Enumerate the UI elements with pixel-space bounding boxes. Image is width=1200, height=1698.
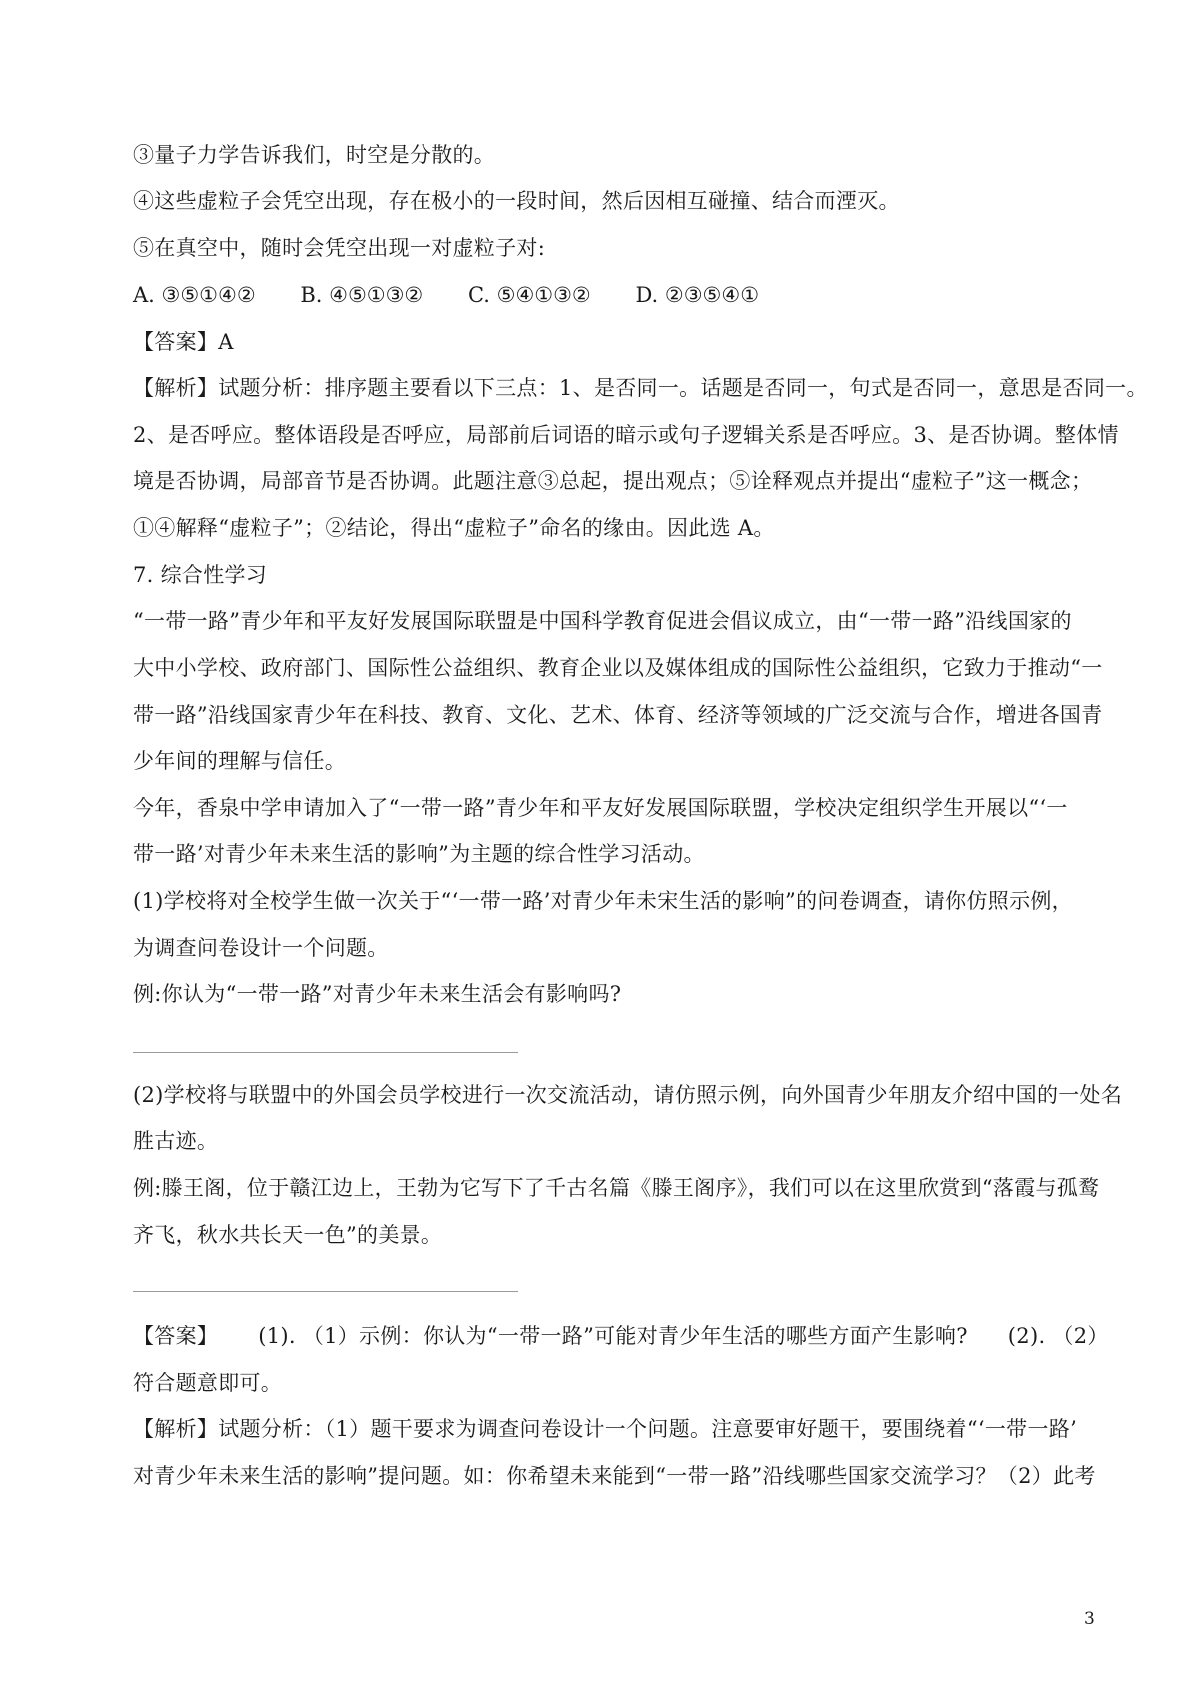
answer-options — [133, 280, 797, 310]
analysis-1-line-4: ①④解释“虚粒子”；②结论，得出“虚粒子”命名的缘由。因此选 A。 — [133, 516, 775, 540]
analysis-2-line-1: 【解析】试题分析：（1）题干要求为调查问卷设计一个问题。注意要审好题干，要围绕着“‘一带一路’ — [133, 1417, 1078, 1441]
q7-intro-line-3: 带一路”沿线国家青少年在科技、教育、文化、艺术、体育、经济等领域的广泛交流与合作，增进各国青 — [133, 703, 1103, 727]
answer-1: 【答案】A — [133, 330, 234, 354]
q7-intro-line-5: 今年，香泉中学申请加入了“一带一路”青少年和平友好发展国际联盟，学校决定组织学生开展以“‘一 — [133, 796, 1068, 820]
q7-part2-line-2: 胜古迹。 — [133, 1129, 219, 1153]
answer-2-line-2: 符合题意即可。 — [133, 1371, 283, 1395]
answer-2-part2: (2). （2） — [1007, 1324, 1109, 1348]
q7-part2-line-1: (2)学校将与联盟中的外国会员学校进行一次交流活动，请仿照示例，向外国青少年朋友介绍中国的一处名 — [133, 1083, 1123, 1107]
q7-part2-example-2: 齐飞，秋水共长天一色”的美景。 — [133, 1223, 443, 1247]
option-d: D. ②③⑤④① — [635, 283, 760, 307]
page-number: 3 — [1084, 1609, 1095, 1629]
q7-part2-example-1: 例:滕王阁，位于赣江边上，王勃为它写下了千古名篇《滕王阁序》，我们可以在这里欣赏到“落霞与孤鹜 — [133, 1176, 1100, 1200]
option-b: B. ④⑤①③② — [300, 283, 424, 307]
answer-2-label: 【答案】 — [133, 1324, 219, 1348]
sentence-5: ⑤在真空中，随时会凭空出现一对虚粒子对: — [133, 236, 546, 260]
answer-blank-2[interactable] — [133, 1291, 518, 1292]
analysis-1-line-2: 2、是否呼应。整体语段是否呼应，局部前后词语的暗示或句子逻辑关系是否呼应。3、是否协调。整体情 — [133, 423, 1119, 447]
analysis-2-line-2: 对青少年未来生活的影响”提问题。如：你希望未来能到“一带一路”沿线哪些国家交流学习？（2）此考 — [133, 1464, 1096, 1488]
q7-part1-line-1: (1)学校将对全校学生做一次关于“‘一带一路’对青少年未宋生活的影响”的问卷调查，请你仿照示例， — [133, 889, 1073, 913]
answer-blank-1[interactable] — [133, 1052, 518, 1053]
option-c: C. ⑤④①③② — [467, 283, 591, 307]
q7-intro-line-6: 带一路’对青少年未来生活的影响”为主题的综合性学习活动。 — [133, 842, 705, 866]
option-a: A. ③⑤①④② — [133, 283, 256, 307]
q7-part1-line-2: 为调查问卷设计一个问题。 — [133, 936, 389, 960]
answer-2-line-1 — [133, 1321, 1109, 1351]
question-7-title: 7. 综合性学习 — [133, 563, 268, 587]
answer-2-part1: (1). （1）示例：你认为“一带一路”可能对青少年生活的哪些方面产生影响? — [258, 1324, 968, 1348]
q7-intro-line-1: “一带一路”青少年和平友好发展国际联盟是中国科学教育促进会倡议成立，由“一带一路”沿线国家的 — [133, 609, 1072, 633]
q7-part1-example: 例:你认为“一带一路”对青少年未来生活会有影响吗? — [133, 982, 622, 1006]
analysis-1-line-3: 境是否协调，局部音节是否协调。此题注意③总起，提出观点；⑤诠释观点并提出“虚粒子”这一概念； — [133, 469, 1093, 493]
q7-intro-line-2: 大中小学校、政府部门、国际性公益组织、教育企业以及媒体组成的国际性公益组织，它致力于推动“一 — [133, 656, 1103, 680]
q7-intro-line-4: 少年间的理解与信任。 — [133, 749, 346, 773]
analysis-1-line-1: 【解析】试题分析：排序题主要看以下三点：1、是否同一。话题是否同一，句式是否同一，意思是否同一。 — [133, 376, 1148, 400]
sentence-3: ③量子力学告诉我们，时空是分散的。 — [133, 143, 496, 167]
sentence-4: ④这些虚粒子会凭空出现，存在极小的一段时间，然后因相互碰撞、结合而湮灭。 — [133, 189, 900, 213]
